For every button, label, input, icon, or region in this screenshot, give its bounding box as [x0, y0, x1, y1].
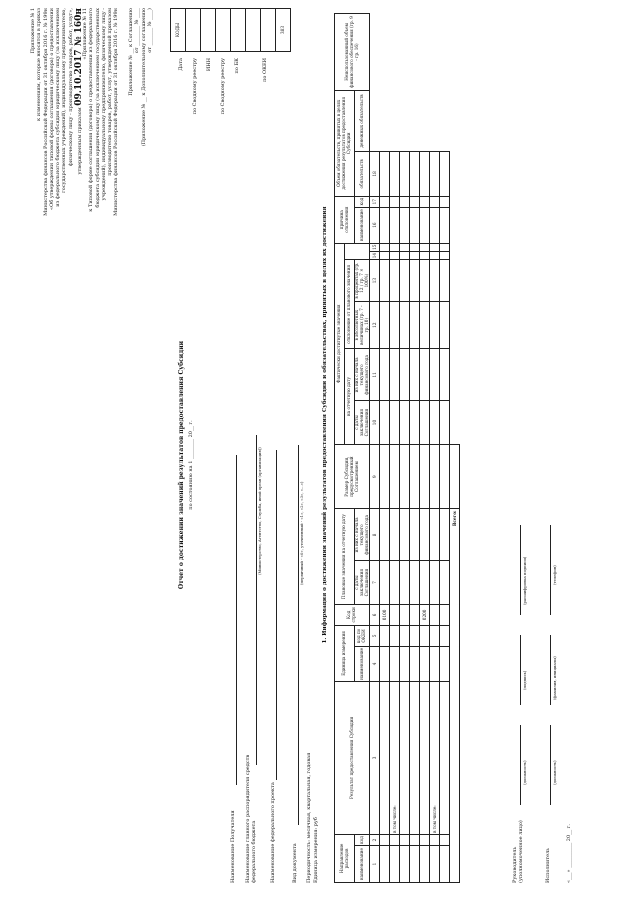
table-cell: [420, 834, 430, 845]
table-cell: [420, 260, 430, 302]
form-appendix-line: Министерства финансов Российской Федерации от 31 октября 2016 г. № 199н: [113, 8, 120, 216]
appendix-line: государственных учреждений), индивидуальному предпринимателю,: [61, 8, 68, 193]
table-cell: [420, 349, 430, 401]
table-cell: [420, 401, 430, 445]
registry-code-cell-2: [231, 9, 246, 52]
right-labels: [178, 58, 276, 158]
table-cell: [440, 646, 450, 681]
table-cell: [400, 196, 410, 207]
table-cell: [400, 301, 410, 348]
table-cell: [400, 401, 410, 445]
label-okei: по ОКЕИ: [262, 58, 268, 82]
table-cell: [430, 509, 440, 561]
table-cell: [380, 349, 390, 401]
report-title: Отчет о достижении значений результатов предоставления Субсидии: [178, 340, 185, 590]
table-cell: [390, 349, 400, 401]
table-cell: [440, 625, 450, 646]
table-cell: [380, 444, 390, 509]
column-number: 11: [370, 349, 380, 401]
column-number: 15: [370, 243, 380, 251]
table-cell: [440, 151, 450, 196]
bk-code-cell: [246, 9, 261, 52]
table-cell: [380, 401, 390, 445]
field-project: Наименование федерального проекта: [270, 782, 276, 883]
table-cell: [430, 401, 440, 445]
row-code-cell: 0100: [380, 604, 390, 625]
date-code-cell: [186, 9, 201, 52]
table-cell: [440, 401, 450, 445]
column-number: 5: [370, 625, 380, 646]
table-cell: [420, 243, 430, 251]
sign-date: «___» __________ 20__ г.: [566, 824, 572, 883]
col-header: Результат предоставления Субсидии: [335, 681, 370, 834]
sub-header: из них с начала текущего финансового года: [355, 509, 370, 561]
table-cell: [400, 251, 410, 259]
table-cell: [430, 251, 440, 259]
column-number: 3: [370, 681, 380, 834]
annex-line: (Приложение № __ к Дополнительному соглашению: [140, 8, 147, 147]
table-row: [430, 14, 440, 883]
label-inn: ИНН: [206, 58, 212, 72]
table-row: [380, 14, 390, 883]
result-cell: [380, 681, 390, 834]
table-row: [390, 14, 400, 883]
result-cell: [410, 681, 420, 834]
registry-code-cell: [201, 9, 216, 52]
form-appendix-line: к Типовой форме соглашения (договора) о предоставлении из федерального: [88, 8, 95, 212]
caption: (должность): [552, 760, 557, 785]
table-cell: [390, 846, 400, 883]
table-cell: [420, 251, 430, 259]
table-cell: [400, 260, 410, 302]
table-cell: [440, 243, 450, 251]
table-cell: [440, 561, 450, 605]
total-blank: [450, 151, 460, 444]
table-cell: [430, 301, 440, 348]
table-cell: [400, 207, 410, 243]
table-cell: [400, 625, 410, 646]
table-cell: [430, 444, 440, 509]
row-code-cell: [410, 604, 420, 625]
table-cell: [420, 444, 430, 509]
exec-label: Исполнитель: [545, 848, 551, 883]
table-cell: [410, 151, 420, 196]
table-cell: [390, 444, 400, 509]
label-registry: по Сводному реестру: [192, 58, 198, 115]
table-cell: [430, 207, 440, 243]
form-appendix-line: учреждений), индивидуальному предпринимателю, физическому лицу -: [100, 8, 107, 201]
sub-header: с даты заключения Соглашения: [355, 561, 370, 605]
label-date: Дата: [178, 58, 184, 71]
table-cell: [390, 646, 400, 681]
result-cell: [400, 681, 410, 834]
table-cell: [380, 251, 390, 259]
table-cell: [410, 646, 420, 681]
column-number: 9: [370, 444, 380, 509]
col-header: Плановые значения на отчетную дату: [335, 509, 355, 604]
head-label: Руководитель (уполномоченное лицо): [512, 820, 525, 883]
column-number: 7: [370, 561, 380, 605]
table-cell: [380, 196, 390, 207]
table-cell: [410, 846, 420, 883]
appendix-line: физическому лицу - производителю товаров, работ, услуг»,: [67, 8, 74, 167]
sub-header: код: [355, 196, 370, 207]
sub-header: код: [355, 834, 370, 845]
table-cell: [410, 561, 420, 605]
column-number-row: [370, 14, 380, 883]
table-cell: [400, 561, 410, 605]
sub-header: наименование: [355, 646, 370, 681]
table-row: [410, 14, 420, 883]
col-header: Объем обязательств, принятых в целях достижения результатов предоставления Субсидии: [335, 90, 355, 196]
appendix-line: из федерального бюджета субсидии юридическому лицу (за исключением: [55, 8, 61, 207]
sign-line: [550, 635, 551, 705]
table-cell: [380, 834, 390, 845]
table-cell: [380, 646, 390, 681]
table-cell: [430, 243, 440, 251]
form-appendix-block: [82, 8, 120, 348]
appendix-block: [30, 8, 85, 328]
caption: (должность): [522, 760, 527, 785]
table-cell: [410, 444, 420, 509]
table-cell: [410, 401, 420, 445]
field-distributor: Наименование главного распорядителя средств федерального бюджета: [245, 754, 258, 883]
annex-block: [128, 8, 153, 188]
table-cell: [430, 349, 440, 401]
table-cell: [410, 349, 420, 401]
column-number: 1: [370, 846, 380, 883]
table-row: [400, 14, 410, 883]
table-cell: [400, 846, 410, 883]
sign-line: [550, 725, 551, 805]
table-cell: [380, 207, 390, 243]
form-appendix-line: производителю товаров, работ, услуг, утвержденной приказом: [107, 8, 113, 176]
column-number: 6: [370, 604, 380, 625]
table-cell: [440, 251, 450, 259]
column-number: 14: [370, 251, 380, 259]
label-empty: [248, 58, 262, 158]
column-number: 2: [370, 834, 380, 845]
table-cell: [410, 509, 420, 561]
table-cell: [410, 834, 420, 845]
table-row: [420, 14, 430, 883]
annex-line: от _______ № ____): [146, 8, 153, 53]
sign-line: [520, 725, 521, 805]
table-cell: [440, 196, 450, 207]
table-row: [440, 14, 450, 883]
sub-header: наименование: [355, 846, 370, 883]
table-cell: [380, 301, 390, 348]
sign-line: [550, 525, 551, 615]
table-cell: [380, 846, 390, 883]
sign-line: [520, 525, 521, 615]
table-cell: [390, 401, 400, 445]
table-cell: [430, 196, 440, 207]
sub-header: код по ОКЕИ: [355, 625, 370, 646]
table-cell: [380, 625, 390, 646]
sub-header: в абсолютных величинах (гр. 7 - гр. 10): [355, 301, 370, 348]
appendix-line: Министерства финансов Российской Федерации от 31 октября 2016 г. № 199н: [42, 8, 49, 216]
field-hint: (первичный - «0», уточненный - «1», «2», «3», «...»): [299, 481, 304, 585]
col-header: Код строки: [335, 604, 370, 625]
total-label: Всего:: [450, 509, 460, 883]
table-cell: [410, 260, 420, 302]
table-cell: [430, 260, 440, 302]
sub-header: с даты заключения Соглашения: [355, 401, 370, 445]
table-cell: [400, 834, 410, 845]
result-cell: [420, 681, 430, 834]
table-cell: [390, 301, 400, 348]
caption: (фамилия, инициалы): [552, 656, 557, 700]
table-cell: [430, 561, 440, 605]
table-cell: [410, 243, 420, 251]
table-cell: [400, 151, 410, 196]
appendix-line: Приложение № 1: [30, 8, 36, 54]
codes-table: [170, 8, 291, 52]
table-cell: [380, 509, 390, 561]
table-cell: [440, 509, 450, 561]
row-code-cell: 0200: [420, 604, 430, 625]
column-number: 17: [370, 196, 380, 207]
table-cell: [410, 196, 420, 207]
col-header: Неиспользованный объем финансового обеспечения (гр. 9 - гр. 16): [335, 14, 370, 91]
results-table: [334, 13, 460, 883]
column-number: 16: [370, 207, 380, 243]
total-cell: [450, 444, 460, 509]
table-cell: [390, 196, 400, 207]
field-hint: (Министерство, Агентство, Служба, иной орган (организация)): [257, 447, 262, 575]
empty-code-cell: [261, 9, 276, 52]
sub-header: обязательств: [355, 151, 370, 196]
annex-line: от ________ № ____: [134, 8, 141, 54]
table-cell: [400, 646, 410, 681]
table-cell: [420, 646, 430, 681]
table-cell: [420, 509, 430, 561]
row-code-cell: [440, 604, 450, 625]
table-cell: [390, 561, 400, 605]
codes-header: КОДЫ: [171, 9, 186, 52]
column-number: 13: [370, 260, 380, 302]
table-cell: [380, 260, 390, 302]
label-registry-2: по Сводному реестру: [220, 58, 226, 115]
okei-code-cell: 383: [276, 9, 291, 52]
sub-header: в процентах (гр. 12 / гр. 7 × 100%): [355, 260, 370, 302]
table-cell: [400, 509, 410, 561]
table-cell: [420, 151, 430, 196]
table-cell: [440, 207, 450, 243]
table-cell: [400, 243, 410, 251]
table-cell: [380, 561, 390, 605]
form-appendix-line: бюджета субсидии юридическому лицу (за исключением государственных: [94, 8, 101, 208]
caption: (подпись): [522, 670, 527, 690]
caption: (расшифровка подписи): [522, 556, 527, 605]
result-cell: [440, 681, 450, 834]
form-appendix-line: «Приложение № 11: [82, 8, 88, 60]
table-cell: [440, 260, 450, 302]
row-code-cell: [430, 604, 440, 625]
inn-code-cell: [216, 9, 231, 52]
appendix-line: к изменениям, которые вносятся в приказ: [36, 8, 43, 121]
sub-header: отклонение от планового значения: [345, 260, 355, 349]
field-line: [236, 455, 237, 785]
table-cell: [390, 625, 400, 646]
table-cell: [430, 625, 440, 646]
table-cell: [390, 207, 400, 243]
field-doc-type: Вид документа: [292, 843, 298, 883]
col-header: Фактически достигнутые значения: [335, 243, 345, 444]
table-cell: [390, 260, 400, 302]
sub-header: на отчетную дату: [345, 349, 355, 444]
table-cell: [410, 251, 420, 259]
column-number: 12: [370, 301, 380, 348]
table-cell: [420, 561, 430, 605]
table-cell: [440, 349, 450, 401]
sub-header: из них с начала текущего финансового года: [355, 349, 370, 401]
col-header: Размер Субсидии, предусмотренный Соглашением: [335, 444, 370, 509]
sub-header-empty: [345, 243, 370, 260]
table-cell: [390, 509, 400, 561]
field-period: Периодичность: месячная, квартальная, годовая: [306, 752, 312, 883]
order-number: 09.10.2017 № 160н: [73, 8, 84, 106]
table-cell: [430, 646, 440, 681]
table-cell: [440, 834, 450, 845]
annex-line: Приложение № __ к Соглашению: [128, 8, 134, 96]
table-cell: [430, 846, 440, 883]
table-cell: [420, 846, 430, 883]
sub-header: наименование: [355, 207, 370, 243]
section-title: 1. Информация о достижении значений результатов предоставления Субсидии и обязательствах, принятых в целях их достижения: [322, 206, 328, 644]
sign-line: [520, 635, 521, 705]
table-cell: [440, 301, 450, 348]
col-header: Единица измерения: [335, 625, 355, 681]
table-cell: [400, 349, 410, 401]
table-cell: [380, 151, 390, 196]
table-cell: [430, 151, 440, 196]
row-code-cell: [400, 604, 410, 625]
table-cell: [390, 251, 400, 259]
table-cell: [390, 834, 400, 845]
table-cell: [390, 243, 400, 251]
row-code-cell: [390, 604, 400, 625]
col-header: Направление расходов: [335, 834, 355, 882]
table-cell: [420, 301, 430, 348]
caption: (телефон): [552, 565, 557, 585]
table-cell: [410, 625, 420, 646]
table-cell: [400, 444, 410, 509]
table-cell: [440, 444, 450, 509]
table-cell: [410, 301, 420, 348]
table-cell: [390, 151, 400, 196]
col-header: причина отклонения: [335, 196, 355, 243]
sub-header: денежных обязательств: [355, 90, 370, 151]
column-number: 18: [370, 151, 380, 196]
table-cell: [410, 207, 420, 243]
table-cell: [380, 243, 390, 251]
field-unit: Единица измерения: руб: [313, 817, 319, 883]
table-cell: [420, 625, 430, 646]
field-recipient: Наименование Получателя: [230, 810, 236, 883]
appendix-line: утвержденным приказом: [76, 107, 83, 175]
table-cell: [430, 834, 440, 845]
column-number: 8: [370, 509, 380, 561]
column-number: 4: [370, 646, 380, 681]
as-of-date: по состоянию на 1 ________ 20__ г.: [188, 420, 194, 510]
table-cell: [420, 207, 430, 243]
result-cell: в том числе:: [390, 681, 400, 834]
result-cell: в том числе:: [430, 681, 440, 834]
column-number: 10: [370, 401, 380, 445]
field-line: [276, 450, 277, 780]
label-bk: по БК: [234, 58, 240, 74]
table-cell: [440, 846, 450, 883]
appendix-line: «Об утверждении типовой формы соглашения (договора) о предоставлении: [48, 8, 55, 210]
table-cell: [420, 196, 430, 207]
